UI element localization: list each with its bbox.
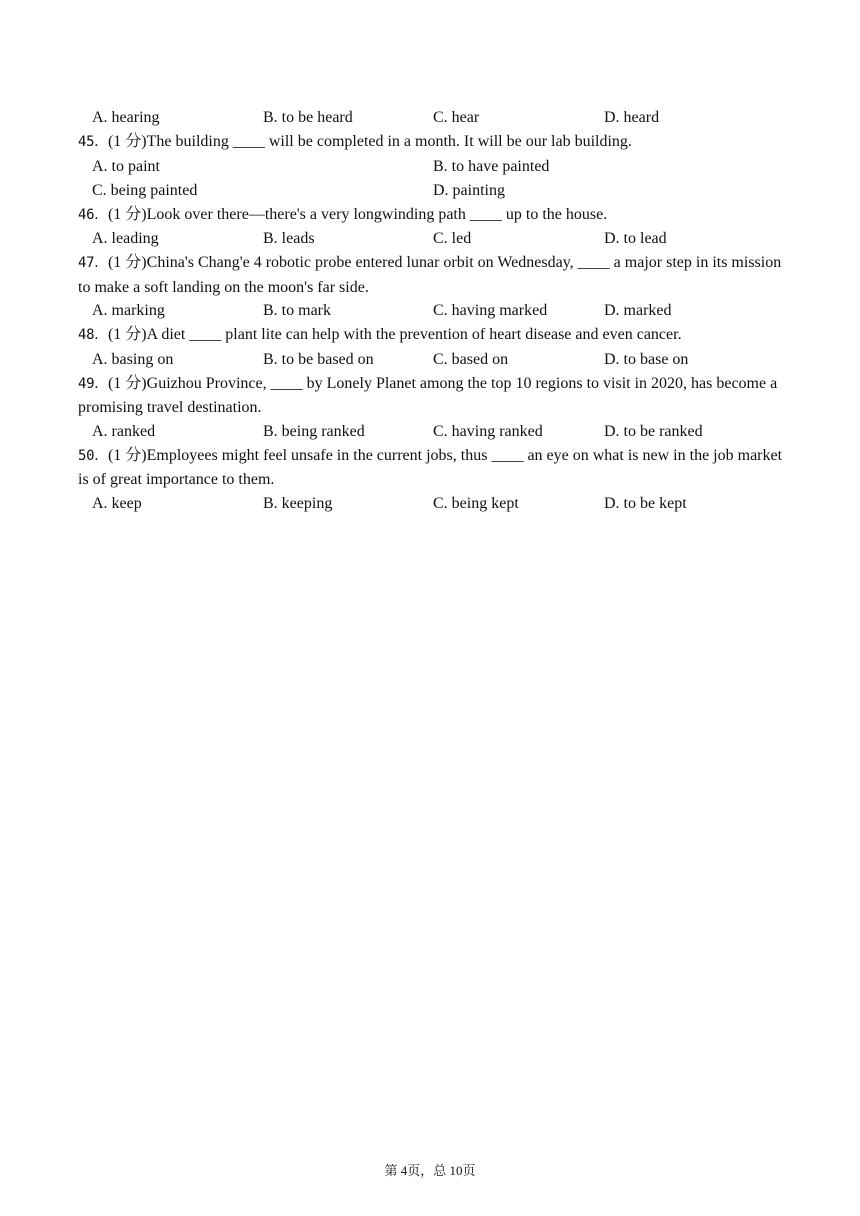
question-number: 46． [78, 206, 108, 223]
option-c: C. being kept [433, 494, 519, 512]
question-number: 45． [78, 134, 108, 150]
question-stem: Guizhou Province, ____ by Lonely Planet among the top 10 regions to visit in 2020, has become a promising travel destination. [78, 374, 778, 416]
option-a: A. hearing [92, 109, 160, 126]
option-d: D. to base on [604, 350, 689, 368]
question-46 [78, 203, 784, 228]
option-a: A. marking [92, 302, 165, 319]
option-c: C. hear [433, 109, 480, 126]
option-b: B. to have painted [433, 157, 550, 175]
option-d: D. to be kept [604, 494, 687, 512]
options-row [78, 106, 784, 130]
question-number: 50． [78, 447, 108, 464]
option-d: D. heard [604, 109, 660, 126]
question-stem: China's Chang'e 4 robotic probe entered lunar orbit on Wednesday, ____ a major step in its mission to make a soft landing on the moon's far side. [78, 254, 782, 296]
option-b: B. leads [263, 230, 315, 247]
page-footer: 第 4页，总 10页 [384, 1163, 476, 1178]
question-score: (1 分) [107, 374, 147, 392]
option-c: C. based on [433, 350, 509, 368]
question-score: (1 分) [107, 133, 147, 150]
option-c: C. having marked [433, 302, 548, 319]
question-stem: Look over there—there's a very longwinding path ____ up to the house. [146, 205, 608, 223]
option-d: D. painting [433, 181, 505, 199]
option-c: C. being painted [92, 181, 198, 199]
option-a: A. leading [92, 230, 159, 247]
option-b: B. keeping [263, 494, 333, 512]
option-b: B. to be heard [263, 109, 353, 126]
option-a: A. keep [92, 494, 142, 512]
question-49 [78, 372, 784, 420]
question-stem: A diet ____ plant lite can help with the prevention of heart disease and even cancer. [146, 326, 682, 343]
question-number: 47． [78, 255, 108, 271]
question-score: (1 分) [107, 205, 147, 223]
question-score: (1 分) [107, 326, 147, 343]
question-50 [78, 444, 784, 492]
options-row [78, 155, 784, 179]
options-row [78, 179, 784, 203]
option-d: D. to lead [604, 230, 667, 247]
options-row [78, 299, 784, 323]
question-list [78, 106, 784, 516]
option-c: C. led [433, 230, 472, 247]
option-b: B. to mark [263, 302, 331, 319]
question-score: (1 分) [107, 446, 147, 464]
option-b: B. being ranked [263, 422, 365, 440]
question-stem: The building ____ will be completed in a month. It will be our lab building. [146, 133, 632, 150]
options-row [78, 420, 784, 444]
question-number: 49． [78, 375, 108, 392]
question-score: (1 分) [107, 254, 147, 271]
options-row [78, 348, 784, 372]
option-a: A. to paint [92, 157, 160, 175]
options-row [78, 227, 784, 251]
question-stem: Employees might feel unsafe in the current jobs, thus ____ an eye on what is new in the job market is of great importance to them. [78, 446, 783, 488]
option-d: D. to be ranked [604, 422, 703, 440]
option-c: C. having ranked [433, 422, 543, 440]
option-d: D. marked [604, 302, 672, 319]
question-47 [78, 251, 784, 299]
options-row [78, 492, 784, 516]
option-b: B. to be based on [263, 350, 374, 368]
question-number: 48． [78, 327, 108, 343]
question-45 [78, 130, 784, 155]
option-a: A. basing on [92, 350, 174, 368]
option-a: A. ranked [92, 422, 156, 440]
question-48 [78, 323, 784, 348]
